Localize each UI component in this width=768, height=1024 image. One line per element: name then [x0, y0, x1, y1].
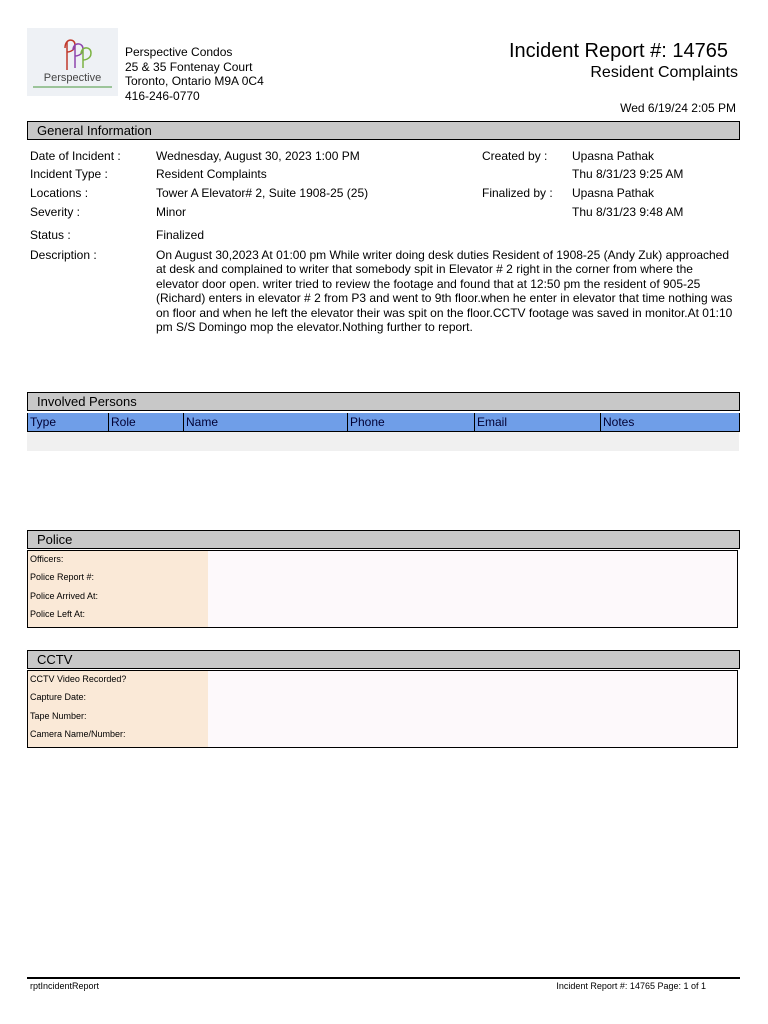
report-subtitle: Resident Complaints	[590, 64, 738, 81]
cctv-camera-label: Camera Name/Number:	[30, 729, 126, 739]
cctv-tape-number-label: Tape Number:	[30, 711, 87, 721]
org-phone: 416-246-0770	[125, 88, 200, 103]
created-by-label: Created by :	[482, 149, 548, 163]
footer-report-name: rptIncidentReport	[30, 981, 100, 991]
persons-table-empty-row	[27, 432, 739, 451]
status-value: Finalized	[156, 228, 205, 242]
org-address-line1: 25 & 35 Fontenay Court	[125, 59, 253, 74]
police-heading: Police	[27, 530, 740, 549]
finalized-at-value: Thu 8/31/23 9:48 AM	[572, 205, 684, 219]
status-label: Status :	[30, 228, 71, 242]
involved-persons-heading: Involved Persons	[27, 392, 740, 411]
police-report-number-label: Police Report #:	[30, 572, 95, 582]
column-header-email: Email	[474, 413, 599, 431]
company-logo	[27, 28, 118, 96]
footer-page-info: Incident Report #: 14765 Page: 1 of 1	[556, 981, 706, 991]
description-value: On August 30,2023 At 01:00 pm While writer doing desk duties Resident of 1908-25 (Andy Zuk) approached at desk and complained to writer that somebody spit in Elevator # 2 right in the corner from where the elevator door open. writer tried to review the footage and found that at 12:50 pm the resident of 905-25 (Richard) enters in elevator # 2 from P3 and went to 9th floor.when he enter in elevator that time nothing was on floor and when he left the elevator their was spit on the floor.CCTV footage was saved in monitor.At 01:10 pm S/S Domingo mop the elevator.Nothing further to report.	[156, 248, 733, 335]
report-printed-date: Wed 6/19/24 2:05 PM	[620, 101, 736, 115]
logo-wordmark: Perspective	[43, 72, 102, 84]
police-details-box	[27, 550, 738, 628]
column-header-notes: Notes	[600, 413, 739, 431]
created-at-value: Thu 8/31/23 9:25 AM	[572, 167, 684, 181]
finalized-by-label: Finalized by :	[482, 186, 553, 200]
general-info-heading: General Information	[27, 121, 740, 140]
org-name: Perspective Condos	[125, 45, 233, 59]
incident-type-label: Incident Type :	[30, 167, 108, 181]
cctv-recorded-label: CCTV Video Recorded?	[30, 674, 127, 684]
column-header-phone: Phone	[347, 413, 474, 431]
persons-table-header	[27, 413, 740, 432]
report-title: Incident Report #: 14765	[508, 40, 728, 62]
incident-type-value: Resident Complaints	[156, 167, 267, 181]
police-arrived-label: Police Arrived At:	[30, 591, 99, 601]
severity-value: Minor	[156, 205, 187, 219]
logo-tagline-bar	[33, 86, 112, 88]
cctv-capture-date-label: Capture Date:	[30, 692, 87, 702]
finalized-by-value: Upasna Pathak	[572, 186, 655, 200]
locations-label: Locations :	[30, 186, 89, 200]
created-by-value: Upasna Pathak	[572, 149, 655, 163]
footer-divider	[27, 977, 740, 979]
description-label: Description :	[30, 248, 97, 262]
incident-date-label: Date of Incident :	[30, 149, 121, 163]
column-header-role: Role	[108, 413, 182, 431]
column-header-name: Name	[183, 413, 346, 431]
incident-date-value: Wednesday, August 30, 2023 1:00 PM	[156, 149, 360, 163]
cctv-details-box	[27, 670, 738, 748]
locations-value: Tower A Elevator# 2, Suite 1908-25 (25)	[156, 186, 369, 200]
police-left-label: Police Left At:	[30, 609, 86, 619]
org-address-line2: Toronto, Ontario M9A 0C4	[125, 74, 264, 88]
police-officers-label: Officers:	[30, 554, 64, 564]
severity-label: Severity :	[30, 205, 81, 219]
cctv-heading: CCTV	[27, 650, 740, 669]
column-header-type: Type	[30, 415, 57, 429]
